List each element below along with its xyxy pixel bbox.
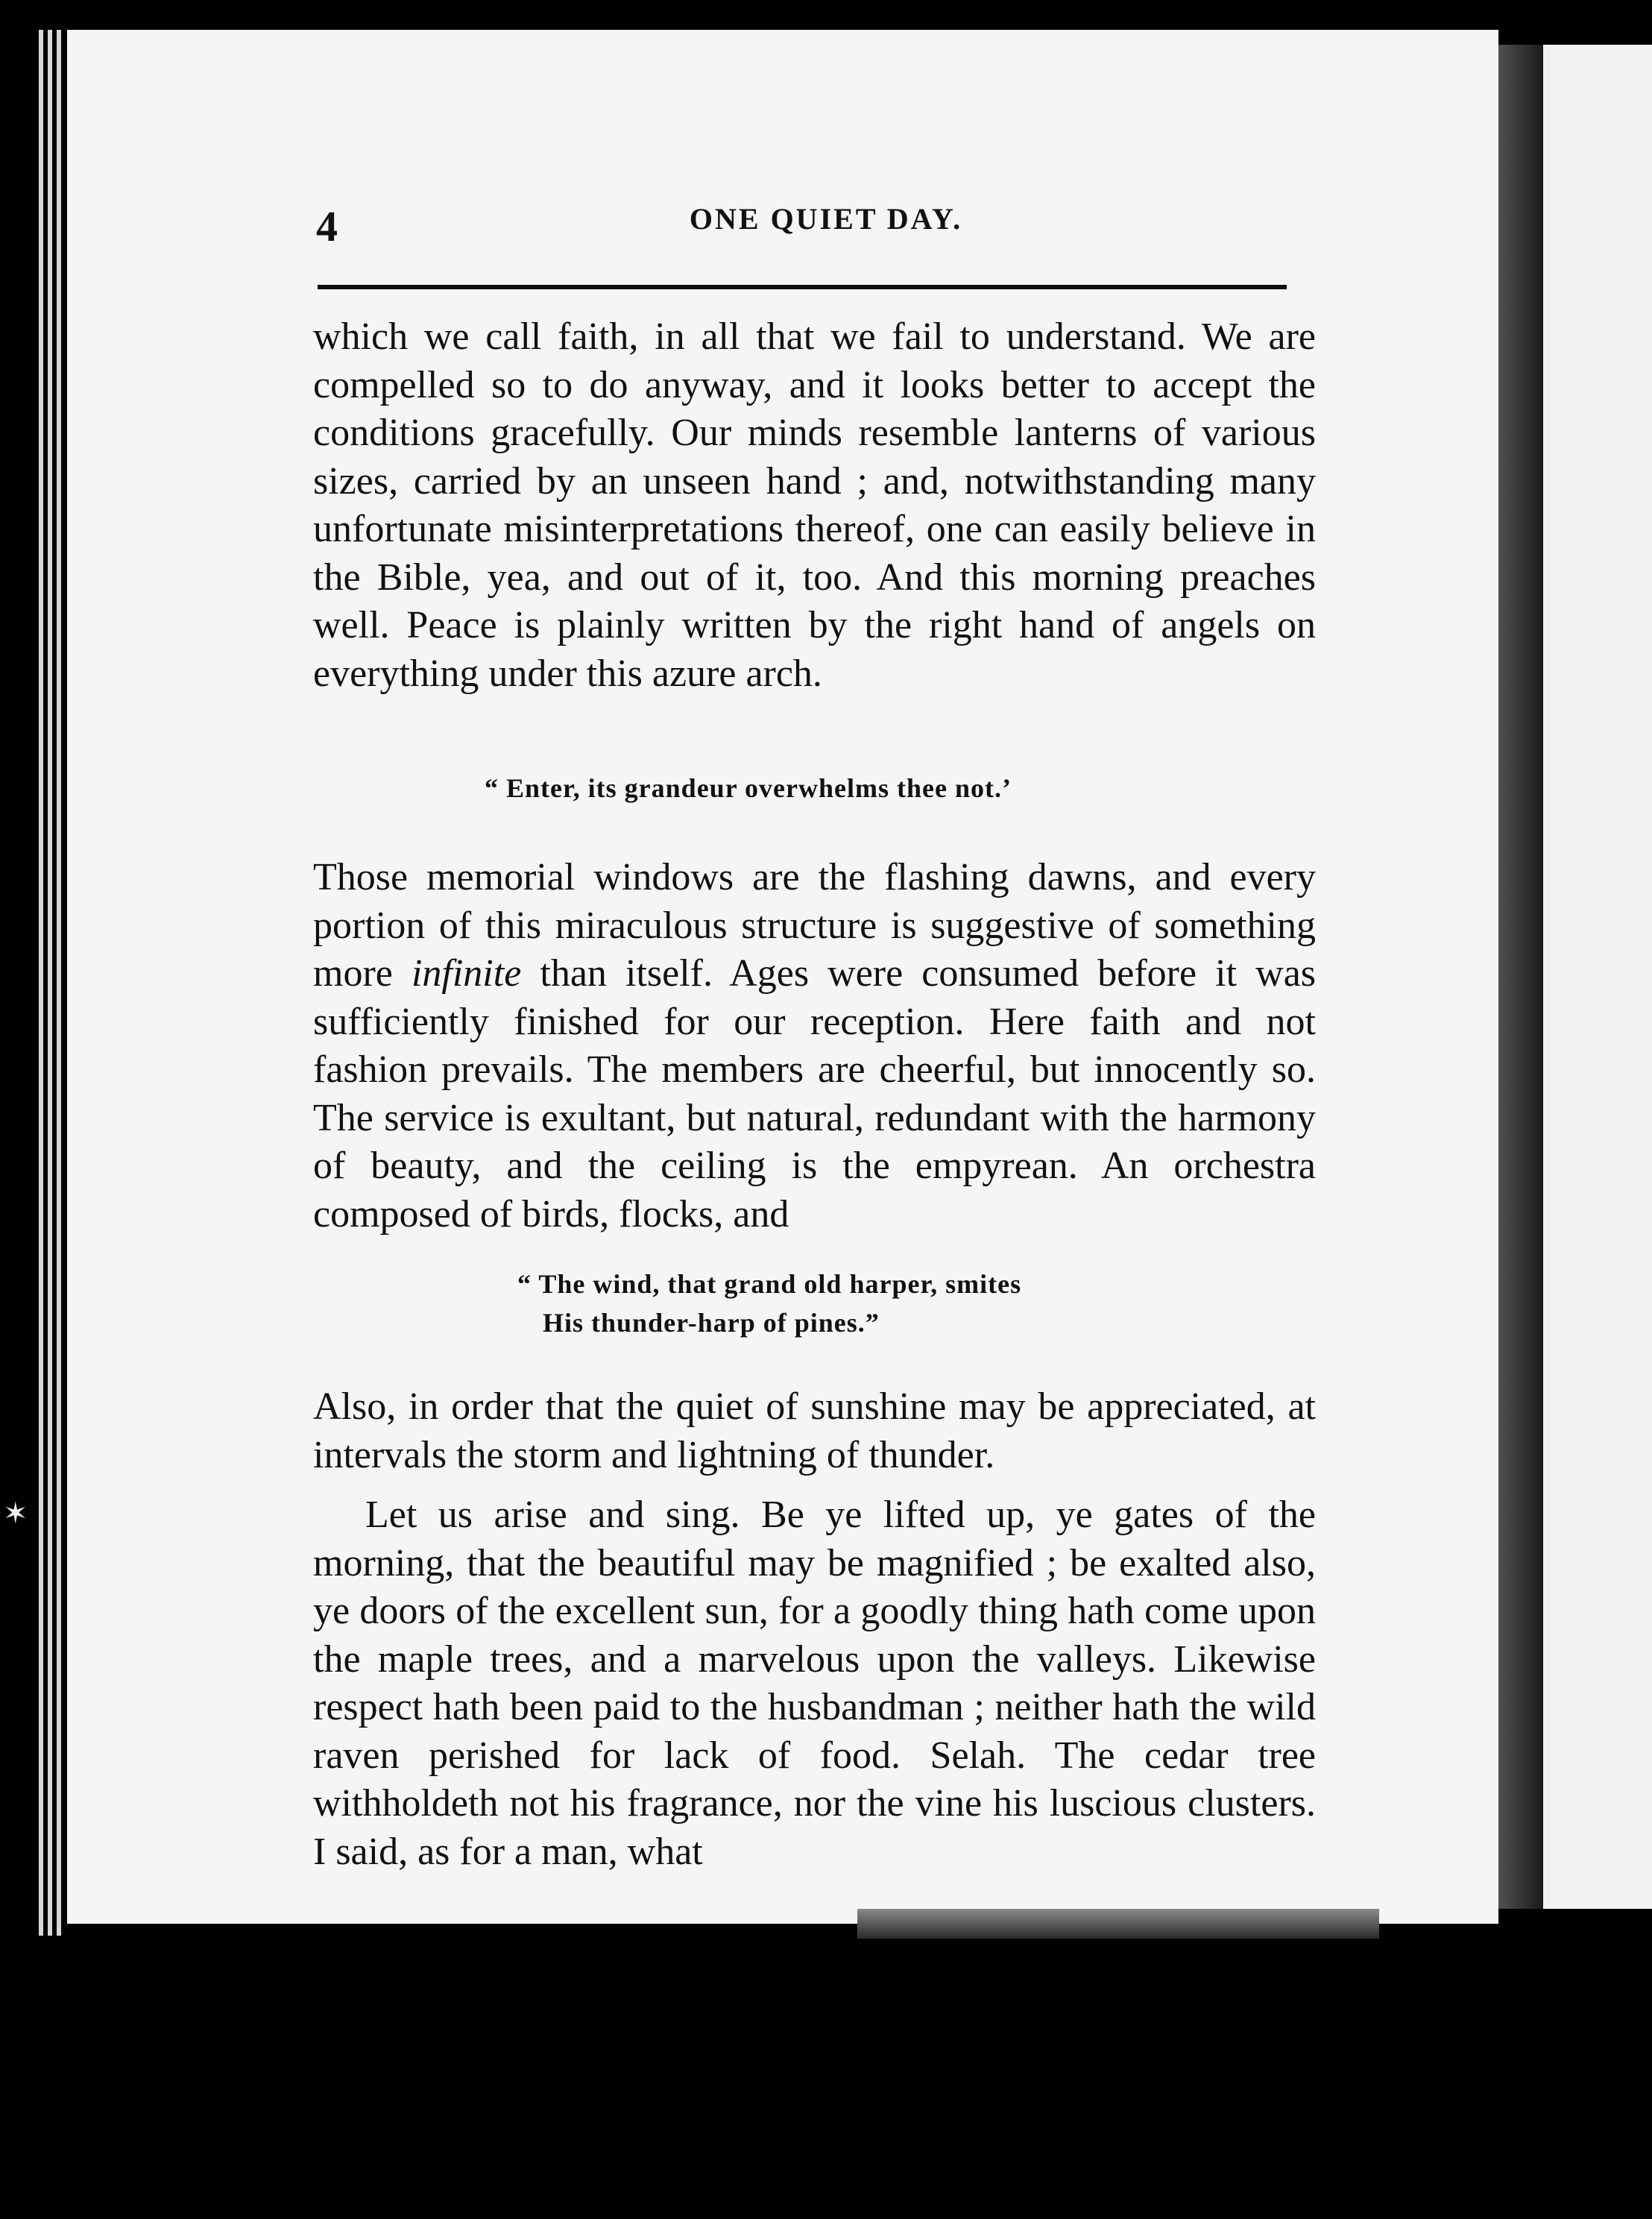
- paragraph: Let us arise and sing. Be ye lifted up, ye gates of the morning, that the beautiful may be magnified ; be exalted also, ye doors of the excellent sun, for a goodly thing hath come upon the maple trees, and a marvelous upon the valleys. Likewise respect hath been paid to the husbandman ; neither hath the wild raven perished for lack of food. Selah. The cedar tree withholdeth not his fragrance, nor the vine his luscious clusters. I said, as for a man, what: [313, 1494, 1316, 1873]
- paragraph-text: than itself. Ages were consumed before it was sufficiently finished for our reception. Here faith and not fashion prevails. The members are cheerful, but innocently so. The service is exultant, but natural, redundant with the harmony of beauty, and the ceiling is the empyrean. An orchestra composed of birds, flocks, and: [313, 952, 1317, 1236]
- paragraph-text: Those memorial windows are the flashing dawns, and every portion of this miraculous structure is suggestive of something more: [313, 856, 1316, 995]
- header-rule: [318, 285, 1287, 289]
- page-number: 4: [316, 202, 338, 251]
- running-head: ONE QUIET DAY.: [689, 202, 963, 236]
- scan-artifact-mark: ✶: [3, 1496, 28, 1530]
- paragraph: which we call faith, in all that we fail to understand. We are compelled so to do anyway, and it looks better to accept the conditions gracefully. Our minds resemble lanterns of various sizes, carried by an unseen hand ; and, notwithstanding many unfortunate misinterpretations thereof, one can easily believe in the Bible, yea, and out of it, too. And this morning preaches well. Peace is plainly written by the right hand of angels on everything under this azure arch.: [313, 315, 1316, 695]
- page-bottom-shadow: [857, 1909, 1379, 1939]
- facing-page-edge: [1543, 45, 1652, 1909]
- page-stack-edge: [48, 30, 52, 1936]
- page-stack-edge: [57, 30, 61, 1936]
- verse-line: His thunder-harp of pines.”: [543, 1308, 880, 1338]
- book-gutter: [1498, 45, 1543, 1909]
- verse-quote: [517, 1265, 1021, 1342]
- italic-word: infinite: [411, 952, 522, 995]
- block-quote: “ Enter, its grandeur overwhelms thee not.’: [485, 773, 1012, 803]
- verse-line: “ The wind, that grand old harper, smites: [517, 1269, 1022, 1299]
- paragraph: Also, in order that the quiet of sunshine may be appreciated, at intervals the storm and lightning of thunder.: [313, 1385, 1316, 1476]
- paragraph: [313, 854, 1316, 1238]
- page-stack-edge: [39, 30, 43, 1936]
